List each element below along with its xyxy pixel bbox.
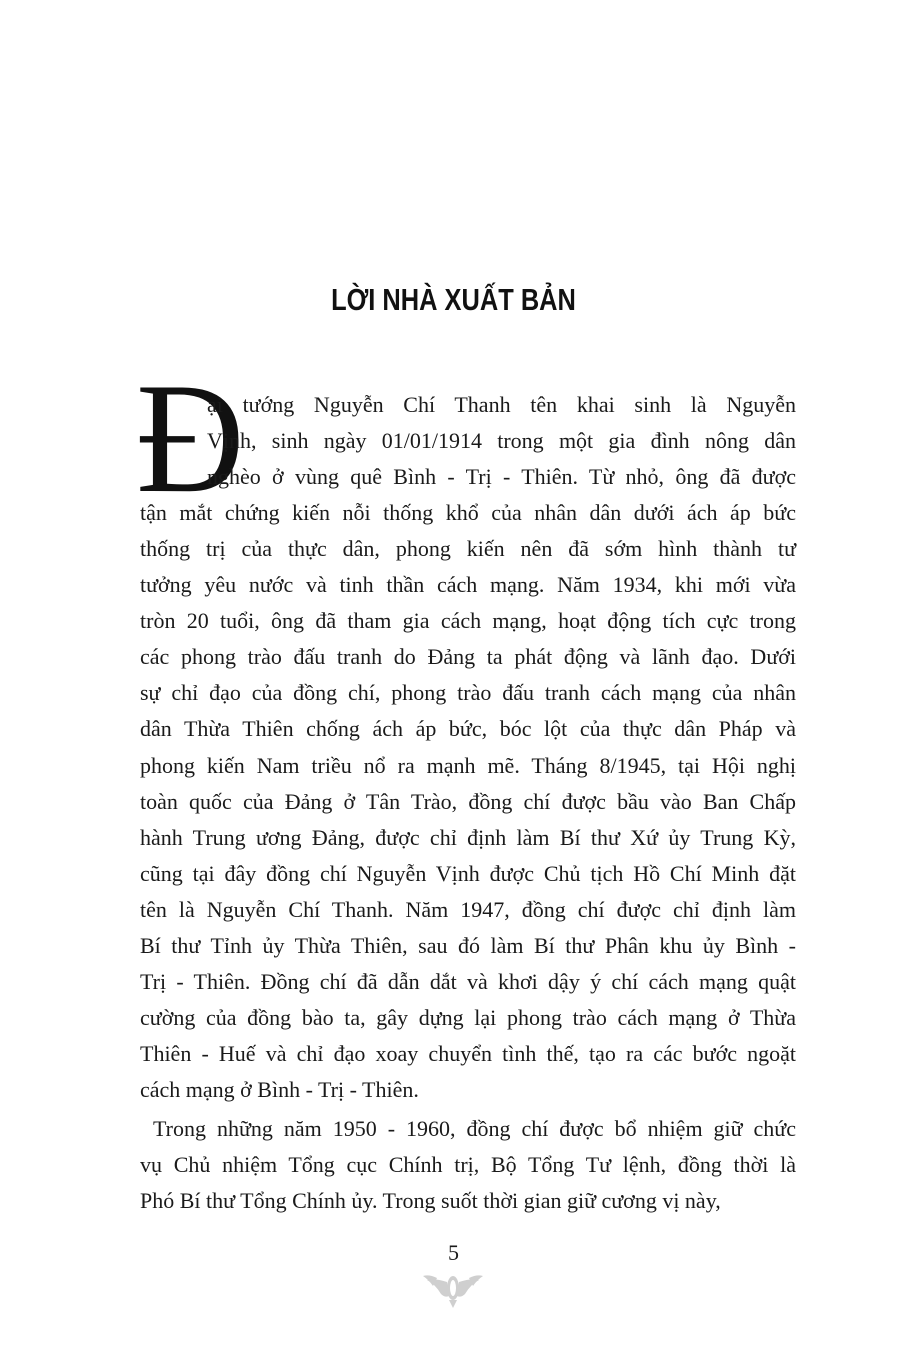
text-line: dân Thừa Thiên chống ách áp bức, bóc lột của thực dân Pháp và	[140, 716, 796, 742]
text-line: sự chỉ đạo của đồng chí, phong trào đấu tranh cách mạng của nhân	[140, 680, 796, 706]
text-line: hành Trung ương Đảng, được chỉ định làm Bí thư Xứ ủy Trung Kỳ,	[140, 824, 796, 850]
text-line: Trị - Thiên. Đồng chí đã dẫn dắt và khơi dậy ý chí cách mạng quật	[140, 968, 796, 994]
text-line: Phó Bí thư Tổng Chính ủy. Trong suốt thời gian giữ cương vị này,	[140, 1188, 721, 1214]
text-line: Trong những năm 1950 - 1960, đồng chí được bổ nhiệm giữ chức	[153, 1116, 796, 1141]
text-line: toàn quốc của Đảng ở Tân Trào, đồng chí được bầu vào Ban Chấp	[140, 788, 796, 814]
page-number: 5	[448, 1240, 459, 1265]
text-line: vụ Chủ nhiệm Tổng cục Chính trị, Bộ Tổng Tư lệnh, đồng thời là	[140, 1152, 796, 1178]
text-line: Vịnh, sinh ngày 01/01/1914 trong một gia đình nông dân	[207, 428, 796, 454]
text-line: nghèo ở vùng quê Bình - Trị - Thiên. Từ nhỏ, ông đã được	[207, 464, 796, 490]
text-line: tên là Nguyễn Chí Thanh. Năm 1947, đồng chí được chỉ định làm	[140, 896, 796, 922]
text-line: phong kiến Nam triều nổ ra mạnh mẽ. Tháng 8/1945, tại Hội nghị	[140, 752, 796, 778]
lotus-ornament-icon	[423, 1274, 483, 1308]
text-line: thống trị của thực dân, phong kiến nên đã sớm hình thành tư	[140, 536, 796, 562]
text-line: ại tướng Nguyễn Chí Thanh tên khai sinh là Nguyễn	[207, 392, 796, 417]
text-line: Thiên - Huế và chỉ đạo xoay chuyển tình thế, tạo ra các bước ngoặt	[140, 1040, 796, 1066]
text-line: cách mạng ở Bình - Trị - Thiên.	[140, 1076, 419, 1102]
text-line: Bí thư Tỉnh ủy Thừa Thiên, sau đó làm Bí thư Phân khu ủy Bình -	[140, 932, 796, 958]
text-line: cũng tại đây đồng chí Nguyễn Vịnh được Chủ tịch Hồ Chí Minh đặt	[140, 860, 796, 886]
text-line: cường của đồng bào ta, gây dựng lại phong trào cách mạng ở Thừa	[140, 1004, 796, 1030]
text-line: tưởng yêu nước và tinh thần cách mạng. Năm 1934, khi mới vừa	[140, 572, 796, 598]
text-line: tận mắt chứng kiến nỗi thống khổ của nhân dân dưới ách áp bức	[140, 500, 796, 526]
drop-cap: Đ	[136, 351, 245, 526]
text-line: tròn 20 tuổi, ông đã tham gia cách mạng, hoạt động tích cực trong	[140, 608, 796, 634]
text-line: các phong trào đấu tranh do Đảng ta phát động và lãnh đạo. Dưới	[140, 644, 796, 670]
page-title: LỜI NHÀ XUẤT BẢN	[331, 282, 576, 317]
